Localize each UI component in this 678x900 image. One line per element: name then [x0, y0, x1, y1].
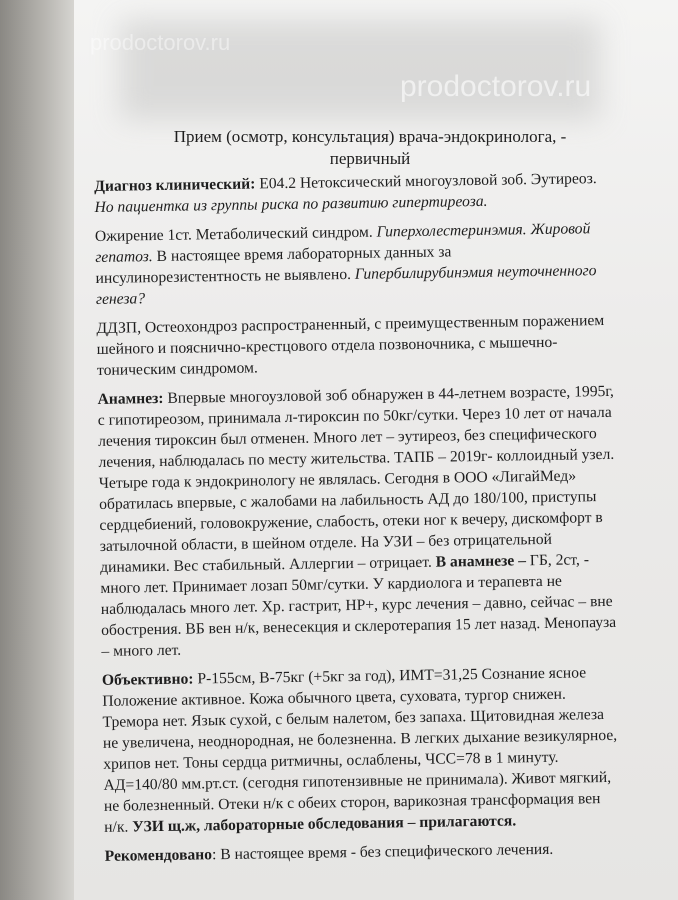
text: наблюдалась много лет. Хр. гастрит, НР+, курс лечения – давно, сейчас – вне — [100, 592, 613, 618]
text: хрипов нет. Тоны сердца ритмичны, ослаблены, ЧСС=78 в 1 минуту. — [103, 748, 559, 773]
text: Ожирение 1ст. Метаболический синдром. — [94, 223, 377, 245]
text: динамики. Вес стабильный. Аллергии – отрицает. — [100, 553, 436, 576]
text: ДДЗП, Остеохондроз распространенный, с преимущественным поражением — [96, 312, 605, 337]
text: ГБ, 2ст, - — [529, 551, 590, 570]
text: Р-155см, В-75кг (+5кг за год), ИМТ=31,25 Сознание ясное — [197, 664, 587, 688]
watermark-faint: prodoctorov.ru — [90, 30, 231, 55]
text: В настоящее время лабораторных данных за — [152, 243, 452, 266]
bold-text: Рекомендовано — [104, 846, 213, 865]
text: Тремора нет. Язык сухой, с белым налетом, без запаха. Щитовидная железа — [102, 706, 605, 731]
italic-text: гепатоз. — [95, 248, 153, 266]
paragraph-obesity — [95, 217, 676, 310]
text: шейного и пояснично-крестцового отдела позвоночника, с мышечно- — [96, 333, 558, 358]
title-line-1: Прием (осмотр, консультация) врача-эндокринолога, - — [173, 127, 567, 146]
bold-text: Диагноз клинический: — [94, 175, 260, 195]
italic-text: Гиперхолестеринэмия. Жировой — [376, 220, 591, 241]
text: АД=140/80 мм.рт.ст. (сегодня гипотензивные не принимала). Живот мягкий, — [103, 768, 612, 794]
italic-text: Но пациентка из группы риска по развитию гипертиреоза. — [94, 192, 488, 216]
document-title — [90, 126, 650, 170]
watermark: prodoctorov.ru — [400, 70, 592, 103]
italic-text: Гипербилирубинэмия неуточненного — [354, 262, 597, 283]
text: с гипотиреозом, принимала л-тироксин по 50кг/сутки. Через 10 лет от начала — [97, 403, 612, 429]
text: много лет. Принимает лозап 50мг/сутки. У кардиолога и терапевта не — [100, 572, 563, 597]
bold-text: Анамнез: — [97, 389, 168, 408]
paragraph-objective — [102, 661, 678, 838]
text: лечения тироксин был отменен. Много лет – эутиреоз, без специфического — [98, 425, 597, 450]
bold-text: Объективно: — [101, 670, 198, 689]
italic-text: генеза? — [95, 290, 146, 308]
text: Четыре года к эндокринологу не являлась. Сегодня в ООО «ЛигайМед» — [98, 467, 577, 492]
paragraph-recommended — [105, 837, 678, 867]
text: не болезненный. Отеки н/к с обеих сторон, варикозная трансформация вен — [103, 790, 601, 815]
text: сердцебиений, головокружение, слабость, отеки ног к вечеру, дискомфорт в — [99, 509, 603, 534]
text: Положение активное. Кожа обычного цвета, суховата, тургор снижен. — [102, 685, 566, 710]
text: не увеличена, неоднородная, не болезненна. В легких дыхание везикулярное, — [102, 726, 618, 752]
text: тоническим синдромом. — [96, 359, 259, 379]
text: затылочной области, в шейном отделе. На УЗИ – без отрицательной — [99, 530, 553, 555]
text: лечения, наблюдалась по месту жительства. ТАПБ – 2019г- коллоидный узел. — [98, 445, 615, 471]
document-body — [94, 167, 678, 875]
paragraph-ddzp — [96, 309, 677, 381]
text: н/к. — [104, 818, 133, 836]
text-line — [105, 837, 678, 867]
text: Впервые многоузловой зоб обнаружен в 44-летнем возрасте, 1995г, — [167, 382, 615, 407]
title-line-2: первичный — [329, 149, 411, 168]
text: инсулинорезистентность не выявлено. — [95, 265, 355, 287]
bold-text: УЗИ щ.ж, лабораторные обследования – прилагаются. — [132, 812, 517, 836]
book-spine-shadow — [0, 0, 74, 900]
blurred-header — [120, 20, 600, 120]
text: Е04.2 Нетоксический многоузловой зоб. Эутиреоз. — [259, 170, 597, 193]
text: : В настоящее время - без специфического лечения. — [211, 840, 554, 864]
paragraph-diagnosis — [94, 167, 675, 218]
bold-text: В анамнезе – — [435, 552, 530, 571]
paragraph-anamnesis — [97, 380, 678, 662]
text: – много лет. — [101, 641, 182, 660]
text: обострения. ВБ вен н/к, венесекция и склеротерапия 15 лет назад. Менопауза — [101, 613, 617, 639]
text: обратилась впервые, с жалобами на лабильность АД до 180/100, приступы — [99, 488, 597, 513]
